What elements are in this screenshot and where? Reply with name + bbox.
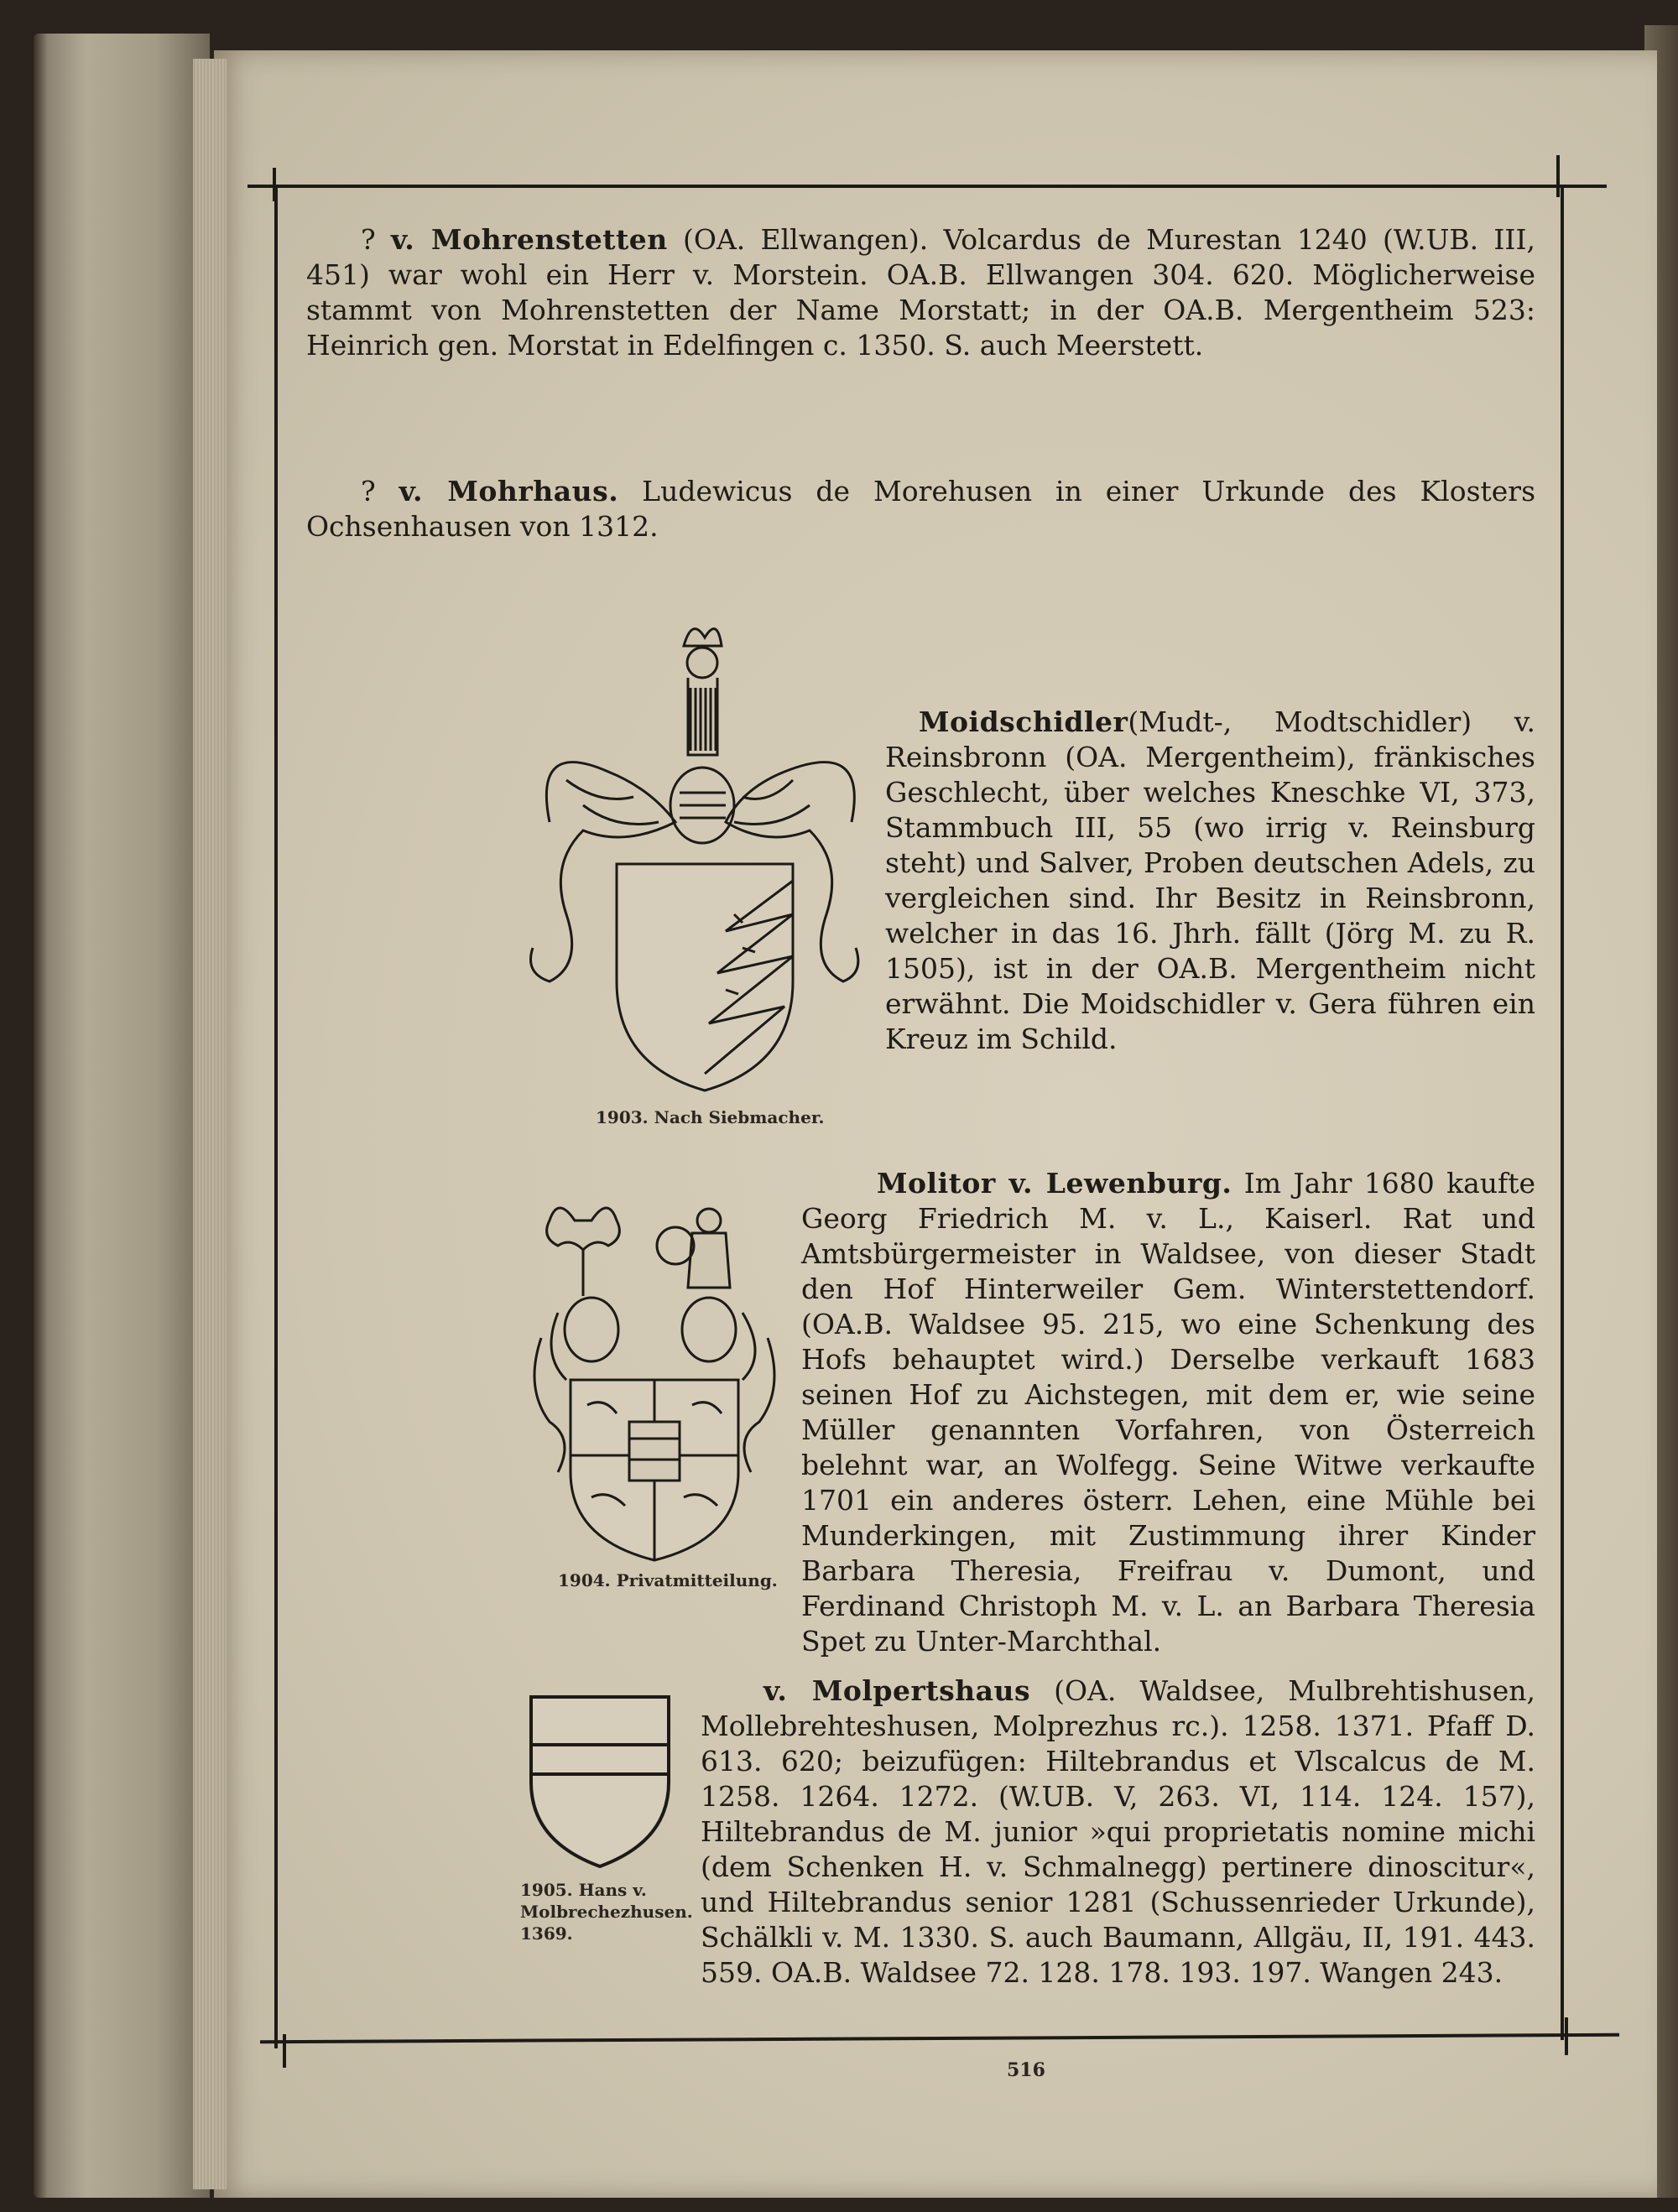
entry-heading: v. Molpertshaus <box>763 1674 1031 1707</box>
entry-heading: v. Mohrenstetten <box>390 223 668 256</box>
entry-molpertshaus <box>701 1673 1535 1991</box>
entry-body: Ludewicus de Morehusen in einer Urkunde des Klosters Ochsenhausen von 1312. <box>306 475 1536 543</box>
page-number: 516 <box>1007 2059 1045 2081</box>
coat-of-arms-1904-illustration <box>524 1187 784 1564</box>
entry-body: (OA. Waldsee, Mulbrehtishusen, Mollebrehteshusen, Molprezhus rc.). 1258. 1371. Pfaff D. 613. 620; beizufügen: Hiltebrandus et Vlscalcus de M. 1258. 1264. 1272. (W.UB. V, 263. VI, 114. 124. 157), Hiltebrandus de M. junior »qui proprietatis nomine michi (dem Schenken H. v. Schmalnegg) pertinere dinoscitur«, und Hiltebrandus senior 1281 (Schussenrieder Urkunde), Schälkli v. M. 1330. S. auch Baumann, Allgäu, II, 191. 443. 559. OA.B. Waldsee 72. 128. 178. 193. 197. Wangen 243. <box>701 1674 1535 1989</box>
frame-left-rule <box>274 186 278 2048</box>
frame-bottom-rule <box>260 2033 1619 2043</box>
frame-top-rule <box>248 185 1607 188</box>
frame-right-top-tick <box>1556 155 1560 197</box>
coat-of-arms-1905-illustration <box>524 1690 675 1871</box>
entry-heading: v. Mohrhaus. <box>399 475 619 507</box>
frame-right-bottom-tick <box>1565 2017 1568 2055</box>
entry-mohrenstetten <box>306 222 1535 363</box>
coat-of-arms-1903-illustration <box>516 612 868 1099</box>
entry-body: (OA. Ellwangen). Volcardus de Murestan 1240 (W.UB. III, 451) war wohl ein Herr v. Morstein. OA.B. Ellwangen 304. 620. Möglicherweise stammt von Mohrenstetten der Name Morstatt; in der OA.B. Mergentheim 523: Heinrich gen. Morstat in Edelfingen c. 1350. S. auch Meerstett. <box>306 223 1535 362</box>
entry-body: (Mudt-, Modtschidler) v. Reinsbronn (OA. Mergentheim), fränkisches Geschlecht, über welches Kneschke VI, 373, Stammbuch III, 55 (wo irrig v. Reinsburg steht) und Salver, Proben deutschen Adels, zu vergleichen sind. Ihr Besitz in Reinsbronn, welcher in das 16. Jhrh. fällt (Jörg M. zu R. 1505), ist in der OA.B. Mergentheim nicht erwähnt. Die Moidschidler v. Gera führen ein Kreuz im Schild. <box>885 705 1535 1055</box>
page-stack <box>193 59 227 2189</box>
figure-caption-1903: 1903. Nach Siebmacher. <box>596 1107 825 1127</box>
entry-prefix: ? <box>361 475 399 507</box>
frame-right-rule <box>1561 186 1564 2040</box>
entry-heading: Moidschidler <box>919 705 1128 738</box>
figure-caption-1905: 1905. Hans v. Molbrechezhusen. 1369. <box>520 1880 693 1944</box>
entry-prefix: ? <box>361 223 391 256</box>
entry-mohrhaus <box>306 474 1535 544</box>
book-edge-left <box>34 34 210 2198</box>
entry-heading: Molitor v. Lewenburg. <box>877 1167 1232 1200</box>
figure-caption-1904: 1904. Privatmitteilung. <box>558 1570 778 1590</box>
entry-body: Im Jahr 1680 kaufte Georg Friedrich M. v. L., Kaiserl. Rat und Amtsbürgermeister in Waldsee, von dieser Stadt den Hof Hinterweiler Gem. Winterstettendorf. (OA.B. Waldsee 95. 215, wo eine Schenkung des Hofs behauptet wird.) Derselbe verkauft 1683 seinen Hof zu Aichstegen, mit dem er, wie seine Müller genannten Vorfahren, von Österreich belehnt war, an Wolfegg. Seine Witwe verkaufte 1701 ein anderes österr. Lehen, eine Mühle bei Munderkingen, mit Zustimmung ihrer Kinder Barbara Theresia, Freifrau v. Dumont, und Ferdinand Christoph M. v. L. an Barbara Theresia Spet zu Unter-Marchthal. <box>801 1167 1535 1658</box>
entry-moidschidler <box>885 705 1535 1057</box>
entry-molitor <box>801 1166 1535 1659</box>
frame-left-bottom-tick <box>283 2034 286 2068</box>
book-page <box>214 50 1657 2198</box>
